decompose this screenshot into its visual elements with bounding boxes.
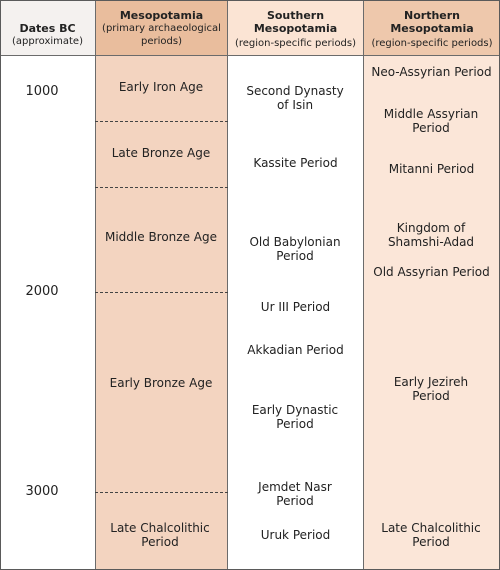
mesopotamia-period: Late Bronze Age <box>111 146 211 160</box>
mesopotamia-period: Early Iron Age <box>118 80 204 94</box>
northern-period: Middle Assyrian Period <box>383 107 479 135</box>
header-southern-title: Southern Mesopotamia <box>253 9 338 35</box>
header-mesopotamia-title: Mesopotamia <box>119 9 204 22</box>
northern-period: Old Assyrian Period <box>373 265 490 279</box>
mesopotamia-period: Middle Bronze Age <box>104 230 217 244</box>
northern-period: Mitanni Period <box>388 162 475 176</box>
header-dates-title: Dates BC <box>19 22 76 35</box>
header-dates-subtitle: (approximate) <box>12 36 83 47</box>
northern-period: Late Chalcolithic Period <box>381 521 481 549</box>
northern-period: Neo-Assyrian Period <box>371 65 492 79</box>
southern-period: Early Dynastic Period <box>251 403 339 431</box>
southern-period: Ur III Period <box>260 300 331 314</box>
southern-period: Old Babylonian Period <box>249 235 341 263</box>
southern-period: Jemdet Nasr Period <box>258 480 332 508</box>
header-northern-title: Northern Mesopotamia <box>390 9 474 35</box>
southern-period: Kassite Period <box>253 156 338 170</box>
southern-period: Akkadian Period <box>247 343 344 357</box>
year-label: 3000 <box>25 484 59 499</box>
southern-period: Second Dynasty of Isin <box>246 84 344 112</box>
year-label: 1000 <box>25 84 59 99</box>
header-southern-subtitle: (region-specific periods) <box>234 38 357 49</box>
mesopotamia-period: Early Bronze Age <box>109 376 213 390</box>
header-northern-subtitle: (region-specific periods) <box>371 38 493 49</box>
year-label: 2000 <box>25 284 59 299</box>
northern-period: Early Jezireh Period <box>393 375 469 403</box>
header-mesopotamia-subtitle: (primary archaeological periods) <box>102 23 221 47</box>
northern-period: Kingdom of Shamshi-Adad <box>387 221 475 249</box>
southern-period: Uruk Period <box>260 528 331 542</box>
mesopotamia-period: Late Chalcolithic Period <box>110 521 210 549</box>
